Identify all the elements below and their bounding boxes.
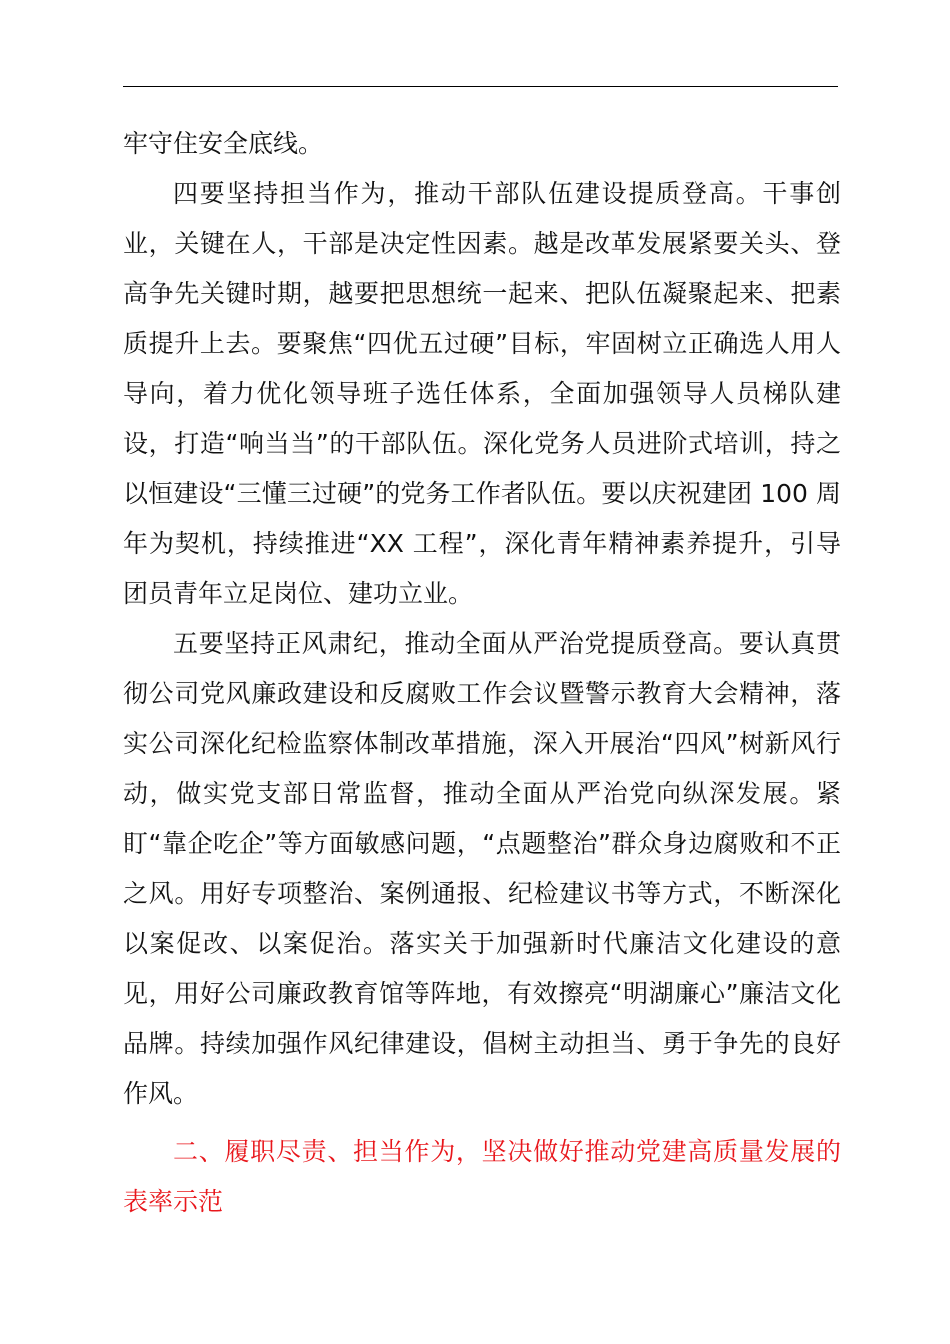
paragraph-point-five: 五要坚持正风肃纪，推动全面从严治党提质登高。要认真贯彻公司党风廉政建设和反腐败工作会议暨警示教育大会精神，落实公司深化纪检监察体制改革措施，深入开展治“四风”树新风行动，做实党支部日常监督，推动全面从严治党向纵深发展。紧盯“靠企吃企”等方面敏感问题，“点题整治”群众身边腐败和不正之风。用好专项整治、案例通报、纪检建议书等方式，不断深化以案促改、以案促治。落实关于加强新时代廉洁文化建设的意见，用好公司廉政教育馆等阵地，有效擦亮“明湖廉心”廉洁文化品牌。持续加强作风纪律建设，倡树主动担当、勇于争先的良好作风。 xyxy=(123,629,841,1108)
paragraph-continuation: 牢守住安全底线。 xyxy=(123,129,324,158)
paragraph-point-four: 四要坚持担当作为，推动干部队伍建设提质登高。干事创业，关键在人，干部是决定性因素。越是改革发展紧要关头、登高争先关键时期，越要把思想统一起来、把队伍凝聚起来、把素质提升上去。要聚焦“四优五过硬”目标，牢固树立正确选人用人导向，着力优化领导班子选任体系，全面加强领导人员梯队建设，打造“响当当”的干部队伍。深化党务人员进阶式培训，持之以恒建设“三懂三过硬”的党务工作者队伍。要以庆祝建团 100 周年为契机，持续推进“XX 工程”，深化青年精神素养提升，引导团员青年立足岗位、建功立业。 xyxy=(123,179,841,608)
section-heading: 二、履职尽责、担当作为，坚决做好推动党建高质量发展的表率示范 xyxy=(123,1137,841,1216)
header-rule xyxy=(123,86,838,87)
document-body xyxy=(123,119,841,1227)
